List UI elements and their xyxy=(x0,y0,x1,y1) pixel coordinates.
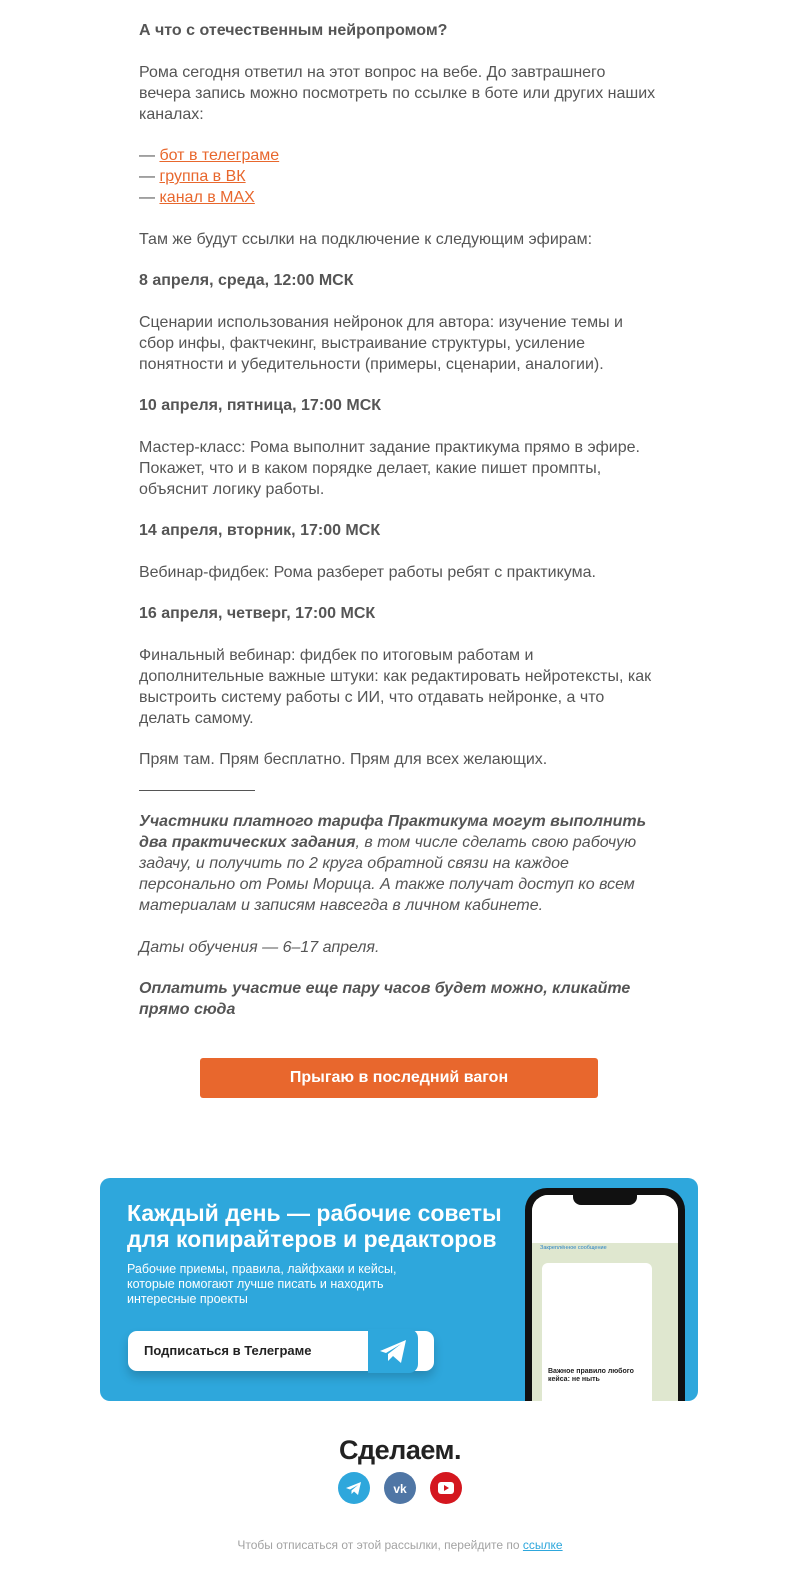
links-note: Там же будут ссылки на подключение к следующим эфирам: xyxy=(139,230,593,248)
event-date: 8 апреля, среда, 12:00 МСК xyxy=(139,272,354,289)
event-date: 14 апреля, вторник, 17:00 МСК xyxy=(139,522,381,539)
event-date: 10 апреля, пятница, 17:00 МСК xyxy=(139,397,382,414)
banner-title: Каждый день — рабочие советы для копирайтеров и редакторов xyxy=(127,1200,502,1252)
brand-logo: Сделаем. xyxy=(339,1435,461,1465)
link-telegram-bot[interactable]: бот в телеграме xyxy=(159,147,280,164)
event-desc: Сценарии использования нейронок для автора: изучение темы и сбор инфы, фактчекинг, выстраивание структуры, усиление понятности и убедительности (примеры, сценарии, аналогии). xyxy=(139,313,623,373)
link-vk-group[interactable]: группа в ВК xyxy=(159,168,246,185)
phone-mockup xyxy=(525,1188,685,1401)
unsubscribe-footer: Чтобы отписаться от этой рассылки, перейдите по ссылке xyxy=(237,1538,563,1552)
last-wagon-button[interactable]: Прыгаю в последний вагон xyxy=(200,1058,598,1098)
event-date: 16 апреля, четверг, 17:00 МСК xyxy=(139,605,376,622)
subscribe-telegram-button[interactable]: Подписаться в Телеграме xyxy=(128,1331,434,1371)
event-desc: Мастер-класс: Рома выполнит задание практикума прямо в эфире. Покажет, что и в каком порядке делает, какие пишет промпты, объяснит логику работы. xyxy=(139,438,640,498)
social-links xyxy=(338,1472,468,1506)
intro-heading: А что с отечественным нейропромом? xyxy=(139,22,448,39)
telegram-icon[interactable] xyxy=(338,1472,370,1504)
paid-note: Участники платного тарифа Практикума могут выполнить два практических задания, в том числе сделать свою рабочую задачу, и получить по 2 круга обратной связи на каждое персонально от Ромы Морица. А также получат доступ ко всем материалам и записям навсегда в личном кабинете. xyxy=(139,813,647,914)
divider xyxy=(139,770,255,791)
youtube-icon[interactable] xyxy=(430,1472,462,1504)
telegram-promo-banner[interactable] xyxy=(100,1178,698,1401)
banner-subtitle: Рабочие приемы, правила, лайфхаки и кейсы, которые помогают лучше писать и находить интересные проекты xyxy=(127,1262,397,1306)
intro-text: Рома сегодня ответил на этот вопрос на вебе. До завтрашнего вечера запись можно посмотреть по ссылке в боте или других наших каналах: xyxy=(139,63,656,123)
unsubscribe-link[interactable]: ссылке xyxy=(522,1538,563,1552)
pay-note[interactable]: Оплатить участие еще пару часов будет можно, кликайте прямо сюда xyxy=(139,980,631,1018)
phone-message: Важное правило любого кейса: не ныть xyxy=(548,1368,634,1383)
vk-icon[interactable] xyxy=(384,1472,416,1504)
link-max-channel[interactable]: канал в MAX xyxy=(159,189,255,206)
telegram-plane-icon xyxy=(368,1329,418,1373)
svg-text:vk: vk xyxy=(393,1482,407,1496)
phone-pinned-label: Закреплённое сообщение xyxy=(540,1245,607,1251)
event-desc: Финальный вебинар: фидбек по итоговым работам и дополнительные важные штуки: как редактировать нейротексты, как выстроить систему работы с ИИ, что отдавать нейронке, а что делать самому. xyxy=(139,646,652,727)
email-body xyxy=(139,20,659,1041)
dates-note: Даты обучения — 6–17 апреля. xyxy=(139,938,380,956)
links-list: — бот в телеграме — группа в ВК — канал в MAX xyxy=(139,147,280,206)
free-note: Прям там. Прям бесплатно. Прям для всех желающих. xyxy=(139,751,548,768)
event-desc: Вебинар-фидбек: Рома разберет работы ребят с практикума. xyxy=(139,563,596,581)
